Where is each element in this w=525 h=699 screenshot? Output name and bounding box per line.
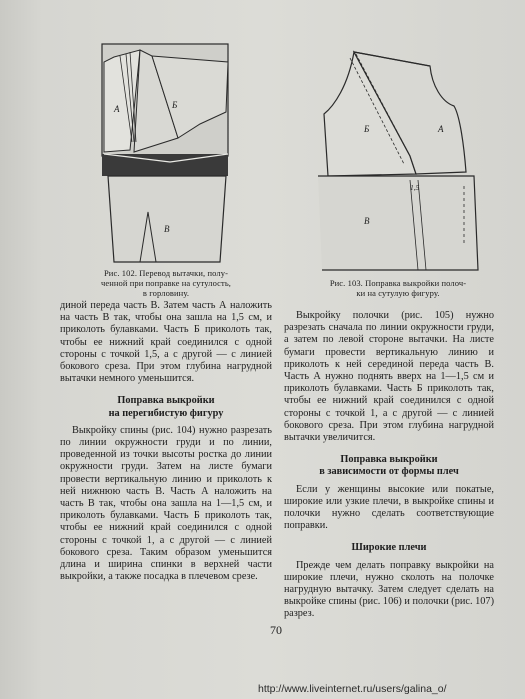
figure-102-caption bbox=[78, 268, 254, 298]
figure-102-caption-line-1: Рис. 102. Перевод вытачки, полу- bbox=[103, 268, 229, 278]
figure-103-caption bbox=[298, 278, 498, 298]
left-section-heading bbox=[60, 395, 272, 419]
right-paragraph-1: Выкройку полочки (рис. 105) нужно разрезать сначала по линии окружности груди, а затем по левой стороне вытачки. На листе бумаги провести вертикальную линию и приколоть к ней серединой переда часть В. Часть А нужно поднять вверх на 1—1,5 см и приколоть булавками. Часть Б приколоть так, чтобы ее нижний край соединился с одной стороны с точкой 1, а с другой — с линией бокового среза. При этом глубина нагрудной вытачки увеличится. bbox=[284, 310, 494, 444]
right-section-heading-2 bbox=[284, 542, 494, 554]
right-paragraph-2: Если у женщины высокие или покатые, широкие или узкие плечи, в выкройке спины и полочки нужно сделать соответствующие поправки. bbox=[284, 483, 494, 532]
figure-102-caption-line-2: ченной при поправке на сутулость, bbox=[100, 278, 232, 288]
right-heading-1-line-2: в зависимости от формы плеч bbox=[319, 466, 459, 478]
left-paragraph-1: диной переда часть В. Затем часть А наложить на часть В так, чтобы она зашла на 1,5 см, и приколоть булавками. Часть Б приколоть так, чтобы ее нижний край соединился с одной стороны с точкой 1,5, а с другой — с линией бокового среза. При этом глубина нагрудной вытачки немного уменьшится. bbox=[60, 300, 272, 385]
figure-103-label-a: А bbox=[438, 124, 444, 134]
figure-103-caption-line-1: Рис. 103. Поправка выкройки полоч- bbox=[329, 278, 467, 288]
figure-102-diagram bbox=[100, 42, 230, 264]
figure-102-caption-line-3: в горловину. bbox=[142, 288, 190, 298]
left-heading-line-1: Поправка выкройки bbox=[117, 395, 215, 407]
right-heading-1-line-1: Поправка выкройки bbox=[340, 454, 438, 466]
right-text-column bbox=[284, 310, 494, 621]
figure-103-label-b: Б bbox=[364, 124, 370, 134]
source-url: http://www.liveinternet.ru/users/galina_o/ bbox=[258, 683, 447, 695]
left-paragraph-2: Выкройку спины (рис. 104) нужно разрезать по линии окружности груди и по линии, проведенной из точки высоты ростка до линии окружности груди. Затем на листе бумаги провести вертикальную линию и приколоть к ней нижнюю часть В. Часть А наложить на часть В так, чтобы она зашла на 1—1,5 см, и приколоть булавками. Часть Б приколоть так, чтобы ее нижний край соединился с одной стороны с точкой 1, а с другой — с линией бокового среза. Таким образом уменьшится длина и ширина спинки в верхней части выкройки, а также посадка в плечевом срезе. bbox=[60, 424, 272, 583]
figure-103-diagram bbox=[314, 46, 486, 272]
left-text-column bbox=[60, 300, 272, 583]
figure-102-label-v: В bbox=[164, 224, 170, 234]
figure-102-label-b: Б bbox=[172, 100, 178, 110]
left-heading-line-2: на перегибистую фигуру bbox=[108, 407, 224, 419]
right-heading-2-line-1: Широкие плечи bbox=[351, 542, 427, 554]
right-paragraph-3: Прежде чем делать поправку выкройки на широкие плечи, нужно сколоть на полочке нагрудную вытачку. Затем следует сделать на выкройке спины (рис. 106) и полочки (рис. 107) разрез. bbox=[284, 559, 494, 620]
figure-102-label-a: А bbox=[114, 104, 120, 114]
figure-103-caption-line-2: ки на сутулую фигуру. bbox=[356, 288, 440, 298]
page-number: 70 bbox=[270, 623, 282, 637]
right-section-heading-1 bbox=[284, 454, 494, 478]
figure-103-label-v: В bbox=[364, 216, 370, 226]
figure-103-measure: 1,5 bbox=[410, 183, 420, 192]
